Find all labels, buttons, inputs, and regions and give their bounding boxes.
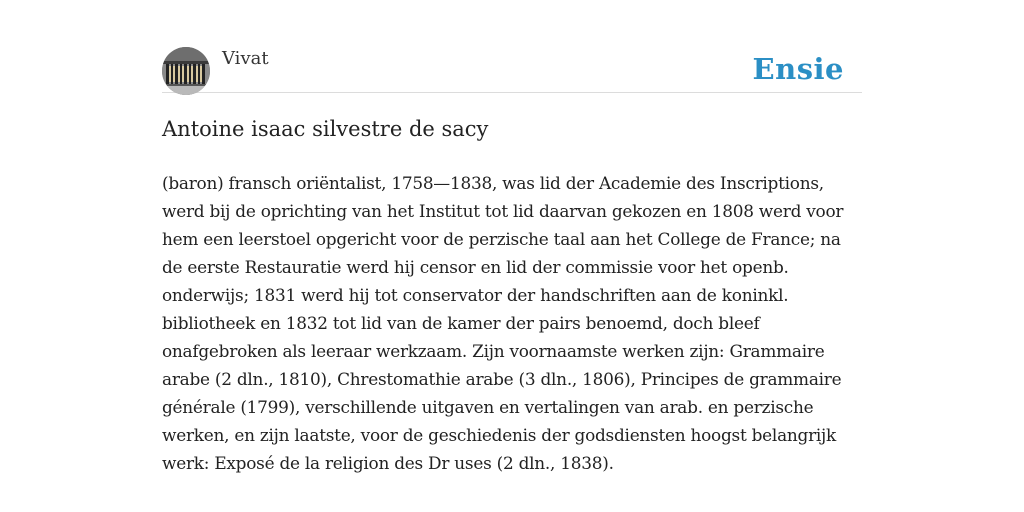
- page-title: Antoine isaac silvestre de sacy: [162, 117, 489, 141]
- body-line: werd bij de oprichting van het Institut tot lid daarvan gekozen en 1808 werd voor: [162, 201, 844, 221]
- body-line: (baron) fransch oriëntalist, 1758—1838, was lid der Academie des Inscriptions,: [162, 173, 824, 193]
- body-line: arabe (2 dln., 1810), Chrestomathie arabe (3 dln., 1806), Principes de grammaire: [162, 369, 842, 389]
- source-name[interactable]: Vivat: [222, 48, 269, 69]
- body-line: hem een leerstoel opgericht voor de perzische taal aan het College de France; na: [162, 229, 841, 249]
- article-body: [162, 169, 874, 477]
- brand-logo[interactable]: Ensie: [752, 52, 844, 86]
- body-line: onderwijs; 1831 werd hij tot conservator der handschriften aan de koninkl.: [162, 285, 789, 305]
- body-line: onafgebroken als leeraar werkzaam. Zijn voornaamste werken zijn: Grammaire: [162, 341, 825, 361]
- header: [162, 46, 862, 93]
- book-spines-icon: [162, 47, 210, 95]
- avatar[interactable]: [162, 47, 210, 95]
- body-line: werk: Exposé de la religion des Dr uses (2 dln., 1838).: [162, 453, 614, 473]
- body-line: bibliotheek en 1832 tot lid van de kamer der pairs benoemd, doch bleef: [162, 313, 760, 333]
- body-line: de eerste Restauratie werd hij censor en lid der commissie voor het openb.: [162, 257, 789, 277]
- body-line: générale (1799), verschillende uitgaven en vertalingen van arab. en perzische: [162, 397, 814, 417]
- body-line: werken, en zijn laatste, voor de geschiedenis der godsdiensten hoogst belangrijk: [162, 425, 837, 445]
